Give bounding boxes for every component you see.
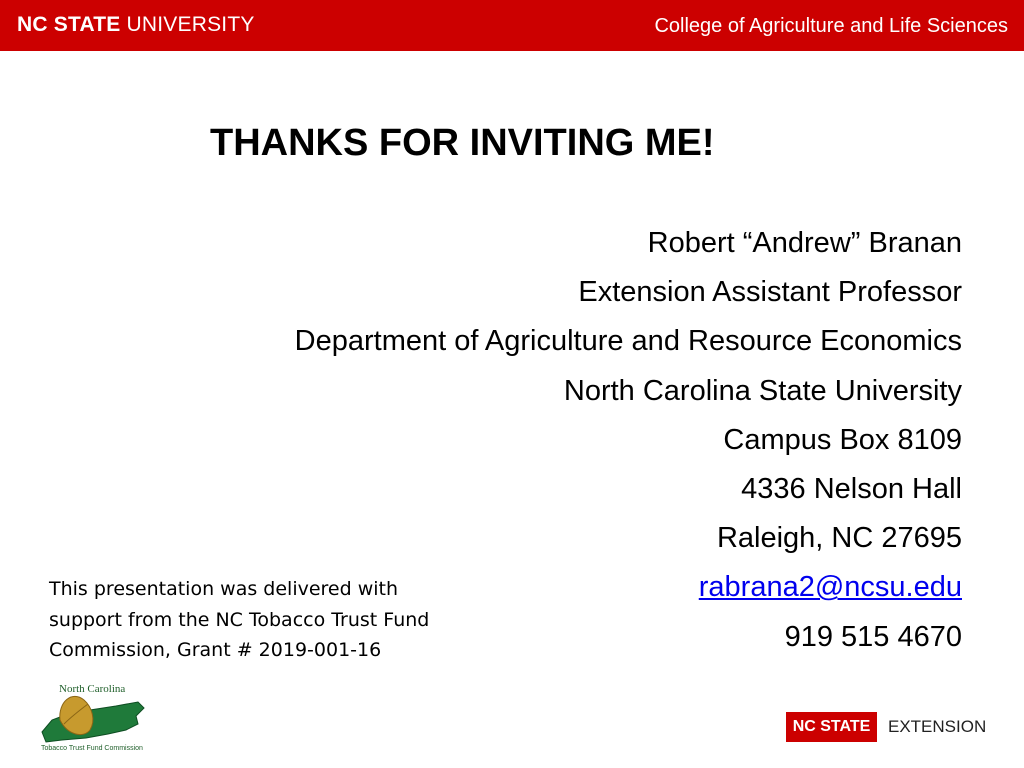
email-link[interactable]: rabrana2@ncsu.edu xyxy=(698,571,962,604)
contact-box: Campus Box 8109 xyxy=(723,423,962,456)
support-line: Commission, Grant # 2019-001-16 xyxy=(49,639,382,661)
contact-city: Raleigh, NC 27695 xyxy=(716,522,962,555)
brand-bold: NC STATE xyxy=(17,13,121,36)
header-bar xyxy=(0,0,1024,51)
contact-department: Department of Agriculture and Resource Economics xyxy=(294,325,962,358)
extension-logo-box: NC STATE xyxy=(786,712,877,742)
support-line: This presentation was delivered with xyxy=(49,578,399,600)
support-line: support from the NC Tobacco Trust Fund xyxy=(49,608,430,631)
extension-logo-word: EXTENSION xyxy=(888,717,987,736)
contact-name: Robert “Andrew” Branan xyxy=(647,227,962,259)
tobacco-logo-caption: Tobacco Trust Fund Commission xyxy=(41,745,143,752)
college-name[interactable]: College of Agriculture and Life Sciences xyxy=(654,15,1008,37)
university-wordmark[interactable] xyxy=(17,13,255,37)
contact-position: Extension Assistant Professor xyxy=(578,276,962,309)
brand-rest: UNIVERSITY xyxy=(126,13,255,36)
contact-phone: 919 515 4670 xyxy=(784,620,962,653)
contact-university: North Carolina State University xyxy=(563,374,962,407)
tobacco-logo-title: North Carolina xyxy=(59,683,126,695)
slide-title: THANKS FOR INVITING ME! xyxy=(210,122,715,164)
contact-building: 4336 Nelson Hall xyxy=(741,473,962,506)
support-note xyxy=(49,574,489,666)
tobacco-trust-fund-logo xyxy=(38,680,150,752)
nc-state-extension-logo[interactable] xyxy=(786,712,987,742)
